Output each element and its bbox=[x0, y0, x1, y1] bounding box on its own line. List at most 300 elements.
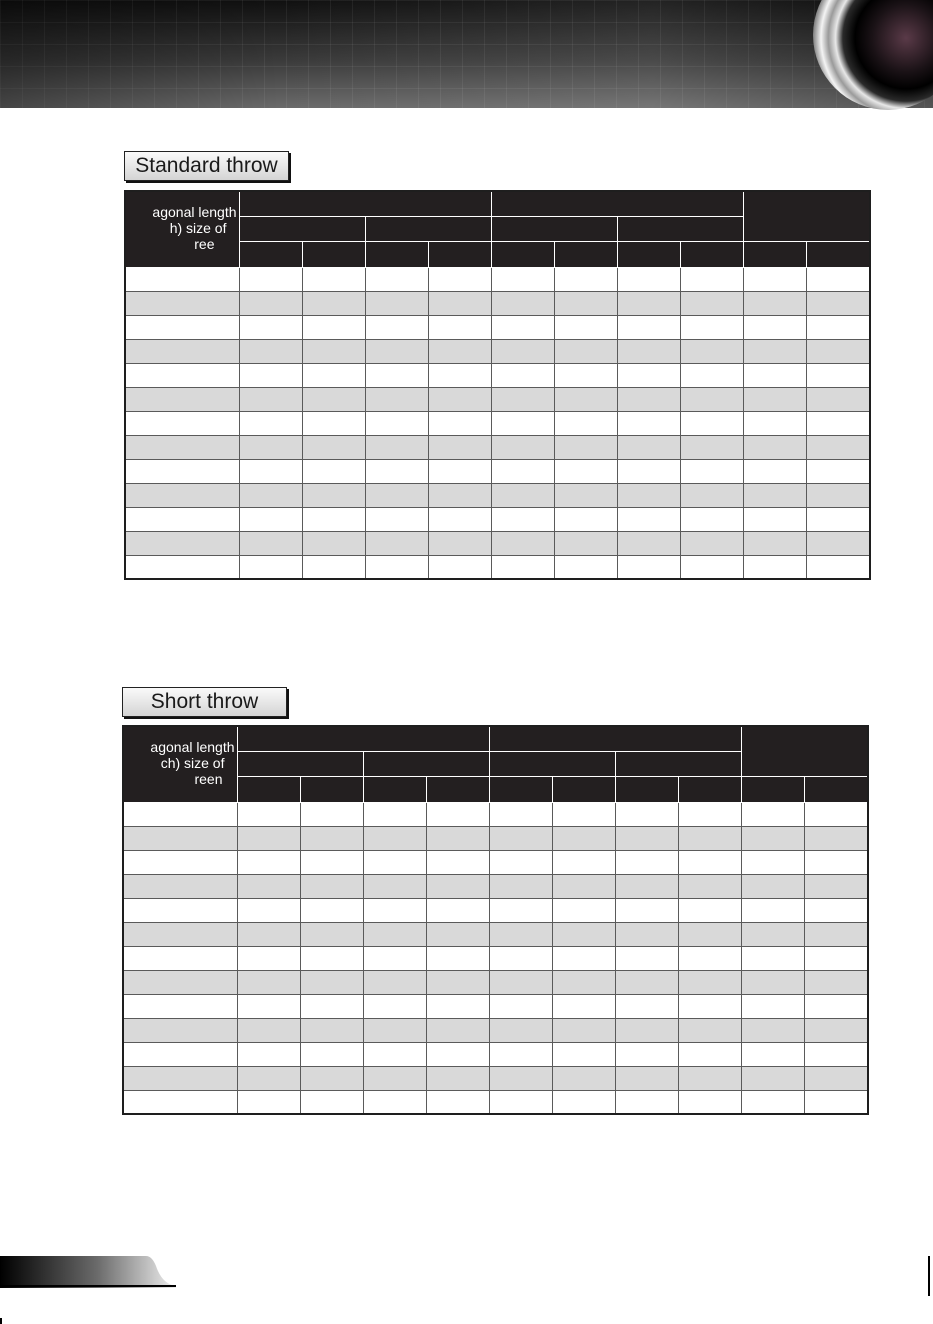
short-group-header-2 bbox=[489, 726, 741, 751]
table-cell bbox=[302, 387, 365, 411]
table-cell bbox=[554, 339, 617, 363]
table-cell bbox=[617, 531, 680, 555]
short-sub-header bbox=[489, 751, 615, 776]
table-cell bbox=[237, 1042, 300, 1066]
table-cell bbox=[426, 1090, 489, 1114]
table-cell bbox=[365, 267, 428, 291]
table-cell bbox=[491, 435, 554, 459]
table-cell bbox=[125, 507, 239, 531]
table-cell bbox=[554, 315, 617, 339]
table-cell bbox=[552, 1042, 615, 1066]
short-group-header-1 bbox=[237, 726, 489, 751]
standard-col-header bbox=[617, 241, 680, 267]
table-cell bbox=[428, 507, 491, 531]
short-corner-line2: ch) size of bbox=[160, 755, 225, 771]
table-cell bbox=[804, 970, 868, 994]
table-cell bbox=[806, 435, 870, 459]
table-cell bbox=[123, 850, 237, 874]
table-row bbox=[123, 898, 868, 922]
short-col-header bbox=[741, 776, 804, 802]
short-sub-header bbox=[237, 751, 363, 776]
table-cell bbox=[426, 1018, 489, 1042]
table-cell bbox=[428, 363, 491, 387]
table-row bbox=[125, 531, 870, 555]
standard-throw-table bbox=[124, 190, 871, 580]
table-cell bbox=[806, 531, 870, 555]
table-cell bbox=[239, 531, 302, 555]
table-cell bbox=[123, 1018, 237, 1042]
table-cell bbox=[302, 315, 365, 339]
table-cell bbox=[680, 315, 743, 339]
table-cell bbox=[239, 315, 302, 339]
table-cell bbox=[363, 922, 426, 946]
table-row bbox=[125, 267, 870, 291]
table-cell bbox=[678, 898, 741, 922]
table-cell bbox=[125, 531, 239, 555]
short-col-header bbox=[300, 776, 363, 802]
table-cell bbox=[428, 555, 491, 579]
table-cell bbox=[678, 970, 741, 994]
table-cell bbox=[428, 435, 491, 459]
standard-group-header-3 bbox=[743, 191, 870, 241]
table-cell bbox=[239, 459, 302, 483]
table-cell bbox=[489, 946, 552, 970]
table-cell bbox=[426, 802, 489, 826]
short-col-header bbox=[489, 776, 552, 802]
table-cell bbox=[804, 1042, 868, 1066]
table-cell bbox=[741, 898, 804, 922]
table-cell bbox=[237, 802, 300, 826]
table-cell bbox=[363, 946, 426, 970]
table-row bbox=[125, 387, 870, 411]
table-cell bbox=[300, 1066, 363, 1090]
table-cell bbox=[552, 850, 615, 874]
table-cell bbox=[804, 874, 868, 898]
table-cell bbox=[363, 874, 426, 898]
table-cell bbox=[806, 459, 870, 483]
crop-mark bbox=[928, 1256, 930, 1296]
table-cell bbox=[302, 507, 365, 531]
table-row bbox=[125, 363, 870, 387]
table-cell bbox=[491, 483, 554, 507]
table-cell bbox=[615, 1018, 678, 1042]
table-cell bbox=[489, 826, 552, 850]
table-cell bbox=[237, 826, 300, 850]
table-cell bbox=[743, 555, 806, 579]
table-cell bbox=[365, 483, 428, 507]
table-row bbox=[125, 411, 870, 435]
table-cell bbox=[678, 1042, 741, 1066]
table-cell bbox=[125, 339, 239, 363]
table-cell bbox=[125, 363, 239, 387]
short-group-header-3 bbox=[741, 726, 868, 776]
table-cell bbox=[615, 898, 678, 922]
short-col-header bbox=[552, 776, 615, 802]
table-cell bbox=[491, 267, 554, 291]
table-cell bbox=[239, 555, 302, 579]
table-cell bbox=[806, 387, 870, 411]
table-cell bbox=[428, 339, 491, 363]
table-cell bbox=[804, 826, 868, 850]
table-cell bbox=[741, 802, 804, 826]
table-row bbox=[125, 315, 870, 339]
table-cell bbox=[302, 339, 365, 363]
table-cell bbox=[300, 1090, 363, 1114]
table-cell bbox=[806, 555, 870, 579]
table-cell bbox=[678, 1018, 741, 1042]
table-row bbox=[123, 922, 868, 946]
table-cell bbox=[125, 459, 239, 483]
table-cell bbox=[680, 507, 743, 531]
table-cell bbox=[300, 946, 363, 970]
table-cell bbox=[302, 483, 365, 507]
standard-sub-header bbox=[617, 216, 743, 241]
table-cell bbox=[554, 531, 617, 555]
short-col-header bbox=[363, 776, 426, 802]
standard-col-header bbox=[806, 241, 870, 267]
table-cell bbox=[617, 507, 680, 531]
table-cell bbox=[617, 315, 680, 339]
table-cell bbox=[300, 850, 363, 874]
short-col-header bbox=[615, 776, 678, 802]
table-cell bbox=[125, 555, 239, 579]
table-cell bbox=[552, 898, 615, 922]
table-cell bbox=[365, 435, 428, 459]
table-cell bbox=[554, 411, 617, 435]
table-cell bbox=[426, 1066, 489, 1090]
standard-group-header-2 bbox=[491, 191, 743, 216]
table-cell bbox=[741, 970, 804, 994]
table-cell bbox=[489, 1090, 552, 1114]
table-row bbox=[125, 483, 870, 507]
short-corner-line3: reen bbox=[194, 771, 223, 787]
table-cell bbox=[615, 1042, 678, 1066]
table-cell bbox=[489, 1042, 552, 1066]
table-cell bbox=[489, 1066, 552, 1090]
table-cell bbox=[552, 802, 615, 826]
table-row bbox=[125, 459, 870, 483]
table-cell bbox=[428, 291, 491, 315]
table-cell bbox=[428, 531, 491, 555]
table-cell bbox=[554, 363, 617, 387]
table-cell bbox=[123, 874, 237, 898]
table-cell bbox=[554, 483, 617, 507]
table-row bbox=[125, 291, 870, 315]
standard-corner-line3: ree bbox=[194, 236, 215, 252]
standard-table-body bbox=[125, 267, 870, 579]
table-cell bbox=[491, 315, 554, 339]
table-cell bbox=[426, 946, 489, 970]
table-cell bbox=[678, 1066, 741, 1090]
table-cell bbox=[363, 994, 426, 1018]
table-cell bbox=[489, 850, 552, 874]
table-cell bbox=[489, 898, 552, 922]
table-cell bbox=[491, 363, 554, 387]
table-cell bbox=[426, 826, 489, 850]
table-cell bbox=[741, 874, 804, 898]
table-cell bbox=[237, 922, 300, 946]
table-cell bbox=[302, 363, 365, 387]
table-cell bbox=[428, 267, 491, 291]
table-cell bbox=[363, 1018, 426, 1042]
table-cell bbox=[680, 291, 743, 315]
short-throw-title-text: Short throw bbox=[150, 690, 259, 713]
table-row bbox=[123, 946, 868, 970]
table-cell bbox=[804, 802, 868, 826]
table-cell bbox=[741, 1042, 804, 1066]
standard-col-header bbox=[554, 241, 617, 267]
table-cell bbox=[237, 1066, 300, 1090]
table-cell bbox=[806, 267, 870, 291]
table-cell bbox=[617, 363, 680, 387]
standard-sub-header bbox=[491, 216, 617, 241]
table-cell bbox=[615, 922, 678, 946]
table-cell bbox=[363, 898, 426, 922]
table-cell bbox=[426, 874, 489, 898]
table-cell bbox=[302, 531, 365, 555]
table-cell bbox=[554, 387, 617, 411]
table-row bbox=[123, 874, 868, 898]
table-row bbox=[123, 1018, 868, 1042]
table-cell bbox=[552, 970, 615, 994]
table-cell bbox=[363, 802, 426, 826]
table-cell bbox=[743, 339, 806, 363]
table-cell bbox=[302, 435, 365, 459]
standard-col-header bbox=[743, 241, 806, 267]
table-cell bbox=[300, 1018, 363, 1042]
table-cell bbox=[743, 435, 806, 459]
table-cell bbox=[804, 946, 868, 970]
table-cell bbox=[491, 555, 554, 579]
table-cell bbox=[491, 339, 554, 363]
table-cell bbox=[300, 922, 363, 946]
table-cell bbox=[743, 411, 806, 435]
table-cell bbox=[123, 946, 237, 970]
table-cell bbox=[491, 291, 554, 315]
table-cell bbox=[426, 922, 489, 946]
table-cell bbox=[617, 459, 680, 483]
table-cell bbox=[426, 970, 489, 994]
table-cell bbox=[617, 291, 680, 315]
table-cell bbox=[489, 994, 552, 1018]
table-cell bbox=[680, 411, 743, 435]
table-cell bbox=[554, 267, 617, 291]
crop-mark bbox=[0, 1318, 2, 1324]
table-cell bbox=[680, 267, 743, 291]
short-corner-line1: agonal length bbox=[150, 739, 235, 755]
table-cell bbox=[365, 339, 428, 363]
table-cell bbox=[741, 922, 804, 946]
table-cell bbox=[125, 411, 239, 435]
table-cell bbox=[239, 267, 302, 291]
table-cell bbox=[552, 826, 615, 850]
table-cell bbox=[489, 802, 552, 826]
table-cell bbox=[615, 946, 678, 970]
short-corner-header bbox=[123, 726, 237, 802]
table-cell bbox=[428, 387, 491, 411]
table-cell bbox=[300, 898, 363, 922]
table-cell bbox=[615, 1066, 678, 1090]
table-cell bbox=[365, 363, 428, 387]
table-cell bbox=[615, 994, 678, 1018]
table-cell bbox=[237, 874, 300, 898]
table-cell bbox=[552, 946, 615, 970]
table-cell bbox=[300, 802, 363, 826]
table-cell bbox=[365, 555, 428, 579]
table-cell bbox=[300, 994, 363, 1018]
table-row bbox=[123, 970, 868, 994]
table-cell bbox=[426, 898, 489, 922]
table-cell bbox=[680, 459, 743, 483]
table-cell bbox=[237, 898, 300, 922]
table-cell bbox=[743, 531, 806, 555]
table-cell bbox=[363, 850, 426, 874]
table-cell bbox=[617, 483, 680, 507]
table-cell bbox=[743, 363, 806, 387]
table-cell bbox=[365, 411, 428, 435]
table-cell bbox=[806, 507, 870, 531]
table-cell bbox=[804, 898, 868, 922]
table-cell bbox=[123, 922, 237, 946]
table-cell bbox=[552, 1066, 615, 1090]
table-cell bbox=[491, 459, 554, 483]
table-cell bbox=[428, 315, 491, 339]
table-cell bbox=[491, 531, 554, 555]
table-cell bbox=[554, 507, 617, 531]
table-cell bbox=[426, 1042, 489, 1066]
table-cell bbox=[125, 387, 239, 411]
table-cell bbox=[806, 315, 870, 339]
table-cell bbox=[678, 994, 741, 1018]
header-banner bbox=[0, 0, 933, 108]
table-cell bbox=[237, 946, 300, 970]
standard-throw-title-text: Standard throw bbox=[135, 154, 278, 177]
table-cell bbox=[237, 970, 300, 994]
table-cell bbox=[804, 1018, 868, 1042]
table-cell bbox=[302, 291, 365, 315]
short-sub-header bbox=[615, 751, 741, 776]
table-cell bbox=[678, 802, 741, 826]
table-cell bbox=[428, 459, 491, 483]
table-cell bbox=[363, 826, 426, 850]
table-cell bbox=[678, 922, 741, 946]
table-cell bbox=[302, 267, 365, 291]
table-cell bbox=[680, 555, 743, 579]
table-cell bbox=[806, 363, 870, 387]
table-cell bbox=[680, 339, 743, 363]
table-cell bbox=[491, 411, 554, 435]
table-cell bbox=[804, 850, 868, 874]
table-cell bbox=[365, 507, 428, 531]
table-cell bbox=[300, 970, 363, 994]
table-cell bbox=[743, 459, 806, 483]
table-cell bbox=[804, 994, 868, 1018]
table-cell bbox=[489, 922, 552, 946]
table-cell bbox=[554, 435, 617, 459]
standard-col-header bbox=[239, 241, 302, 267]
standard-corner-header bbox=[125, 191, 239, 267]
standard-corner-line1: agonal length bbox=[152, 204, 237, 220]
table-cell bbox=[806, 291, 870, 315]
table-cell bbox=[365, 459, 428, 483]
table-cell bbox=[239, 291, 302, 315]
table-cell bbox=[615, 850, 678, 874]
short-col-header bbox=[237, 776, 300, 802]
short-throw-table bbox=[122, 725, 869, 1115]
table-cell bbox=[806, 483, 870, 507]
standard-group-header-1 bbox=[239, 191, 491, 216]
table-cell bbox=[680, 435, 743, 459]
table-cell bbox=[300, 874, 363, 898]
table-cell bbox=[741, 994, 804, 1018]
standard-corner-line2: h) size of bbox=[169, 220, 227, 236]
table-cell bbox=[123, 970, 237, 994]
table-cell bbox=[428, 411, 491, 435]
table-cell bbox=[678, 1090, 741, 1114]
table-cell bbox=[615, 970, 678, 994]
standard-col-header bbox=[680, 241, 743, 267]
table-cell bbox=[363, 1042, 426, 1066]
table-row bbox=[123, 826, 868, 850]
table-cell bbox=[617, 387, 680, 411]
table-cell bbox=[365, 291, 428, 315]
table-cell bbox=[743, 483, 806, 507]
table-cell bbox=[239, 435, 302, 459]
table-cell bbox=[237, 1090, 300, 1114]
table-cell bbox=[365, 315, 428, 339]
table-cell bbox=[615, 874, 678, 898]
table-cell bbox=[300, 1042, 363, 1066]
table-cell bbox=[365, 387, 428, 411]
table-cell bbox=[554, 459, 617, 483]
table-cell bbox=[125, 267, 239, 291]
table-cell bbox=[123, 994, 237, 1018]
table-cell bbox=[743, 507, 806, 531]
table-cell bbox=[680, 531, 743, 555]
table-cell bbox=[680, 483, 743, 507]
table-cell bbox=[678, 874, 741, 898]
table-cell bbox=[743, 291, 806, 315]
table-row bbox=[125, 339, 870, 363]
table-cell bbox=[680, 363, 743, 387]
table-row bbox=[125, 507, 870, 531]
page-number-tab bbox=[0, 1256, 176, 1288]
table-cell bbox=[741, 1018, 804, 1042]
table-cell bbox=[426, 850, 489, 874]
table-cell bbox=[302, 411, 365, 435]
table-cell bbox=[239, 363, 302, 387]
table-cell bbox=[491, 507, 554, 531]
table-cell bbox=[489, 874, 552, 898]
table-cell bbox=[123, 826, 237, 850]
table-cell bbox=[552, 994, 615, 1018]
table-cell bbox=[617, 267, 680, 291]
standard-col-header bbox=[302, 241, 365, 267]
table-row bbox=[123, 1042, 868, 1066]
short-col-header bbox=[426, 776, 489, 802]
table-cell bbox=[743, 315, 806, 339]
table-cell bbox=[239, 387, 302, 411]
table-cell bbox=[428, 483, 491, 507]
table-cell bbox=[302, 459, 365, 483]
table-cell bbox=[123, 802, 237, 826]
table-cell bbox=[804, 922, 868, 946]
table-cell bbox=[239, 507, 302, 531]
table-cell bbox=[125, 315, 239, 339]
table-cell bbox=[489, 1018, 552, 1042]
table-cell bbox=[552, 874, 615, 898]
table-cell bbox=[489, 970, 552, 994]
